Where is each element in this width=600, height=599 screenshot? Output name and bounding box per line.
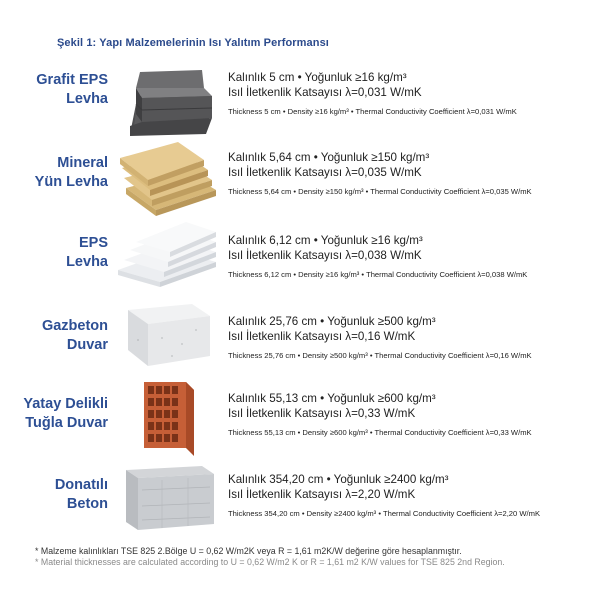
thickness-density-tr: Kalınlık 5 cm • Yoğunluk ≥16 kg/m³ bbox=[228, 71, 407, 84]
material-name-line: Yün Levha bbox=[34, 174, 108, 190]
material-name-line: Grafit EPS bbox=[36, 72, 108, 88]
material-row-reinforced-concrete bbox=[0, 464, 600, 544]
material-specs bbox=[228, 233, 600, 280]
material-row-aerated-concrete bbox=[0, 306, 600, 386]
material-name bbox=[0, 317, 108, 355]
material-row-eps bbox=[0, 224, 600, 304]
thickness-density-tr: Kalınlık 55,13 cm • Yoğunluk ≥600 kg/m³ bbox=[228, 392, 436, 405]
aerated-concrete-block-image bbox=[112, 300, 222, 380]
conductivity-tr: Isıl İletkenlik Katsayısı λ=2,20 W/mK bbox=[228, 488, 416, 501]
thickness-density-tr: Kalınlık 25,76 cm • Yoğunluk ≥500 kg/m³ bbox=[228, 315, 436, 328]
mineral-wool-board-image bbox=[112, 138, 222, 218]
conductivity-tr: Isıl İletkenlik Katsayısı λ=0,031 W/mK bbox=[228, 86, 422, 99]
material-name bbox=[0, 395, 108, 433]
material-specs bbox=[228, 314, 600, 361]
material-name-line: Levha bbox=[66, 254, 108, 270]
material-specs bbox=[228, 70, 600, 117]
graphite-eps-board-image bbox=[112, 64, 222, 144]
eps-board-image bbox=[112, 220, 222, 300]
footnote-en: * Material thicknesses are calculated according to U = 0,62 W/m2 K or R = 1,61 m2 K/W values for TSE 825 2nd Region. bbox=[35, 557, 505, 567]
material-name-line: Donatılı bbox=[54, 477, 108, 493]
material-name bbox=[0, 154, 108, 192]
footnote-tr: * Malzeme kalınlıkları TSE 825 2.Bölge U = 0,62 W/m2K veya R = 1,61 m2K/W değerine göre hesaplanmıştır. bbox=[35, 546, 462, 556]
material-name-line: Mineral bbox=[57, 155, 108, 171]
material-name-line: Levha bbox=[66, 91, 108, 107]
hollow-brick-image bbox=[112, 378, 222, 458]
specs-en: Thickness 6,12 cm • Density ≥16 kg/m³ • Thermal Conductivity Coefficient λ=0,038 W/mK bbox=[228, 270, 528, 279]
material-row-graphite-eps bbox=[0, 64, 600, 144]
specs-en: Thickness 5 cm • Density ≥16 kg/m³ • Thermal Conductivity Coefficient λ=0,031 W/mK bbox=[228, 107, 517, 116]
material-name bbox=[0, 476, 108, 514]
conductivity-tr: Isıl İletkenlik Katsayısı λ=0,16 W/mK bbox=[228, 330, 416, 343]
material-specs bbox=[228, 472, 600, 519]
conductivity-tr: Isıl İletkenlik Katsayısı λ=0,035 W/mK bbox=[228, 166, 422, 179]
specs-en: Thickness 5,64 cm • Density ≥150 kg/m³ • Thermal Conductivity Coefficient λ=0,035 W/mK bbox=[228, 187, 532, 196]
material-specs bbox=[228, 150, 600, 197]
material-name bbox=[0, 234, 108, 272]
material-row-mineral-wool bbox=[0, 142, 600, 222]
conductivity-tr: Isıl İletkenlik Katsayısı λ=0,038 W/mK bbox=[228, 249, 422, 262]
specs-en: Thickness 354,20 cm • Density ≥2400 kg/m³ • Thermal Conductivity Coefficient λ=2,20 W/mK bbox=[228, 509, 541, 518]
material-name-line: Duvar bbox=[66, 337, 108, 353]
reinforced-concrete-block-image bbox=[112, 460, 222, 540]
material-row-hollow-brick bbox=[0, 382, 600, 462]
thickness-density-tr: Kalınlık 5,64 cm • Yoğunluk ≥150 kg/m³ bbox=[228, 151, 430, 164]
thickness-density-tr: Kalınlık 6,12 cm • Yoğunluk ≥16 kg/m³ bbox=[228, 234, 423, 247]
material-name-line: Tuğla Duvar bbox=[25, 415, 108, 431]
thickness-density-tr: Kalınlık 354,20 cm • Yoğunluk ≥2400 kg/m³ bbox=[228, 473, 449, 486]
material-name-line: Beton bbox=[66, 496, 108, 512]
material-name bbox=[0, 71, 108, 109]
material-name-line: Gazbeton bbox=[41, 318, 108, 334]
material-specs bbox=[228, 391, 600, 438]
specs-en: Thickness 25,76 cm • Density ≥500 kg/m³ • Thermal Conductivity Coefficient λ=0,16 W/mK bbox=[228, 351, 532, 360]
material-name-line: EPS bbox=[78, 235, 108, 251]
figure-title: Şekil 1: Yapı Malzemelerinin Isı Yalıtım Performansı bbox=[57, 37, 329, 49]
conductivity-tr: Isıl İletkenlik Katsayısı λ=0,33 W/mK bbox=[228, 407, 416, 420]
specs-en: Thickness 55,13 cm • Density ≥600 kg/m³ • Thermal Conductivity Coefficient λ=0,33 W/mK bbox=[228, 428, 532, 437]
material-name-line: Yatay Delikli bbox=[23, 396, 108, 412]
